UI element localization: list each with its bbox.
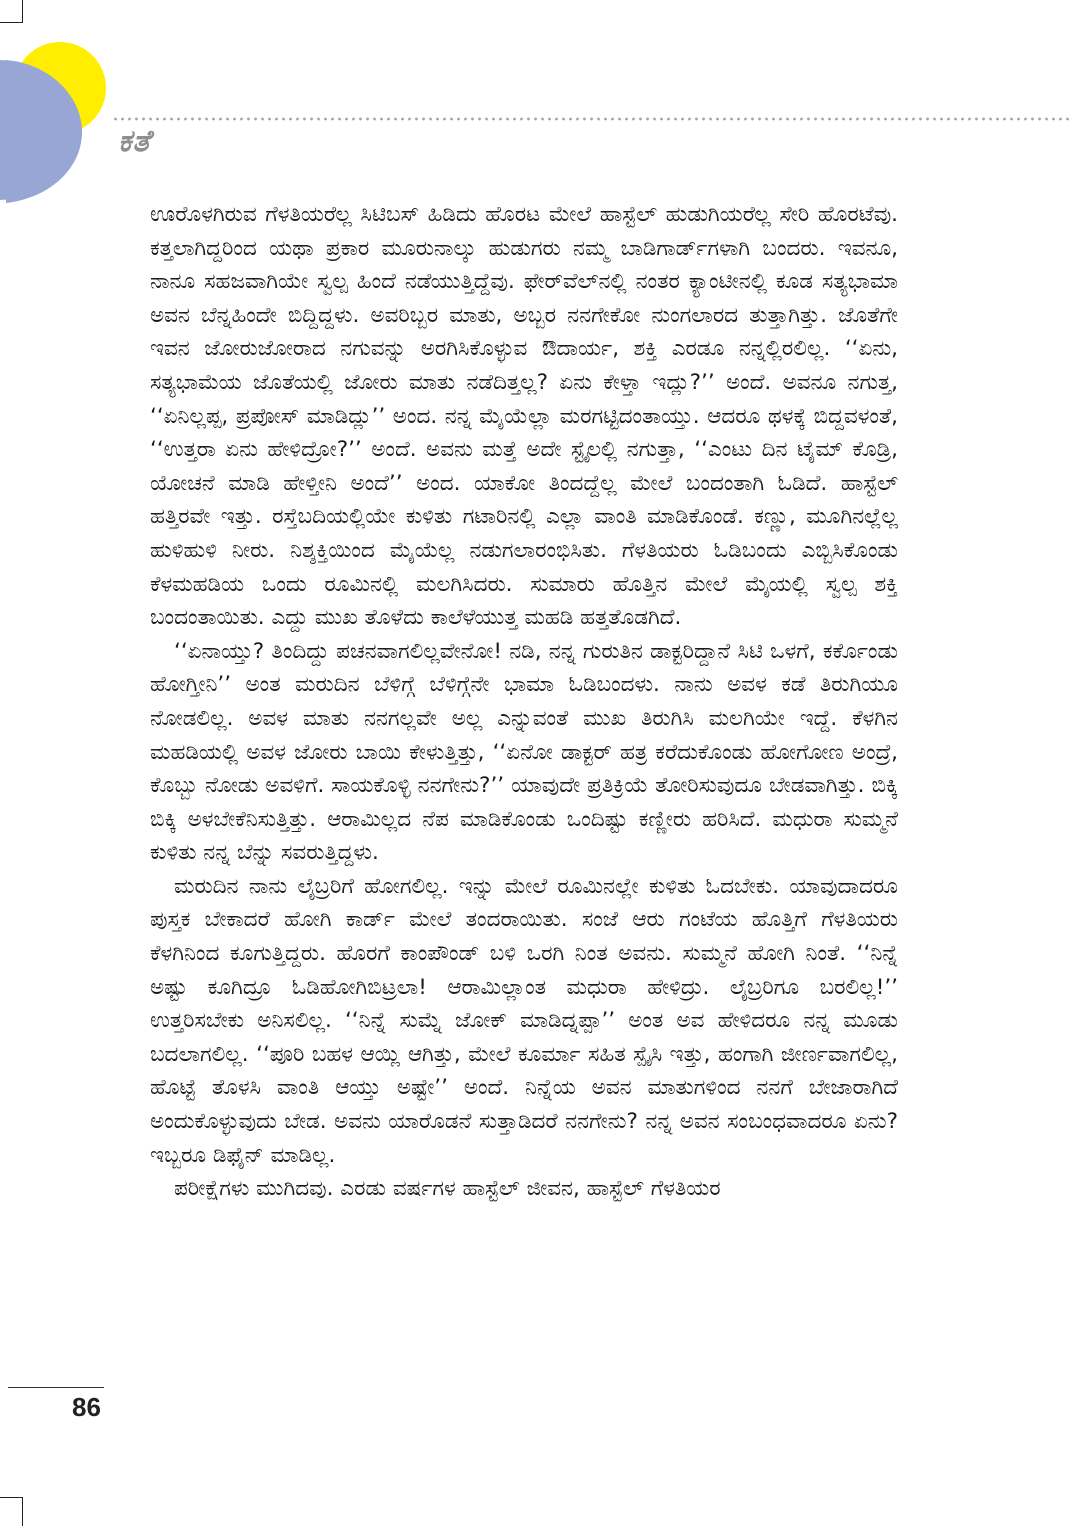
article-body [150, 198, 898, 1206]
crop-mark-bottom-left [0, 1497, 23, 1526]
paragraph-4: ಪರೀಕ್ಷೆಗಳು ಮುಗಿದವು. ಎರಡು ವರ್ಷಗಳ ಹಾಸ್ಟೆಲ್ ಜೀವನ, ಹಾಸ್ಟೆಲ್ ಗೆಳತಿಯರ [174, 1176, 721, 1202]
paragraph-2: ‘‘ಏನಾಯ್ತು? ತಿಂದಿದ್ದು ಪಚನವಾಗಲಿಲ್ಲವೇನೋ! ನಡಿ, ನನ್ನ ಗುರುತಿನ ಡಾಕ್ಟರಿದ್ದಾನೆ ಸಿಟಿ ಒಳಗೆ, ಕರ್ಕೊಂಡು ಹೋಗ್ತೀನಿ’’ ಅಂತ ಮರುದಿನ ಬೆಳಿಗ್ಗೆ ಬೆಳಿಗ್ಗೆನೇ ಭಾಮಾ ಓಡಿಬಂದಳು. ನಾನು ಅವಳ ಕಡೆ ತಿರುಗಿಯೂ ನೋಡಲಿಲ್ಲ. ಅವಳ ಮಾತು ನನಗಲ್ಲವೇ ಅಲ್ಲ ಎನ್ನುವಂತೆ ಮುಖ ತಿರುಗಿಸಿ ಮಲಗಿಯೇ ಇದ್ದೆ. ಕೆಳಗಿನ ಮಹಡಿಯಲ್ಲಿ ಅವಳ ಜೋರು ಬಾಯಿ ಕೇಳುತ್ತಿತ್ತು, ‘‘ಏನೋ ಡಾಕ್ಟರ್ ಹತ್ರ ಕರೆದುಕೊಂಡು ಹೋಗೋಣ ಅಂದ್ರೆ, ಕೊಬ್ಬು ನೋಡು ಅವಳಿಗೆ. ಸಾಯಕೊಳ್ಳಿ ನನಗೇನು?’’ ಯಾವುದೇ ಪ್ರತಿಕ್ರಿಯೆ ತೋರಿಸುವುದೂ ಬೇಡವಾಗಿತ್ತು. ಬಿಕ್ಕಿ ಬಿಕ್ಕಿ ಅಳಬೇಕೆನಿಸುತ್ತಿತ್ತು. ಆರಾಮಿಲ್ಲದ ನೆಪ ಮಾಡಿಕೊಂಡು ಒಂದಿಷ್ಟು ಕಣ್ಣೀರು ಹರಿಸಿದೆ. ಮಧುರಾ ಸುಮ್ಮನೆ ಕುಳಿತು ನನ್ನ ಬೆನ್ನು ಸವರುತ್ತಿದ್ದಳು. [150, 638, 898, 866]
section-label: ಕತೆ [118, 124, 151, 159]
paragraph-1: ಊರೊಳಗಿರುವ ಗೆಳತಿಯರೆಲ್ಲ ಸಿಟಿಬಸ್ ಹಿಡಿದು ಹೊರಟ ಮೇಲೆ ಹಾಸ್ಟೆಲ್ ಹುಡುಗಿಯರೆಲ್ಲ ಸೇರಿ ಹೊರಟೆವು. ಕತ್ತಲಾಗಿದ್ದರಿಂದ ಯಥಾ ಪ್ರಕಾರ ಮೂರುನಾಲ್ಕು ಹುಡುಗರು ನಮ್ಮ ಬಾಡಿಗಾರ್ಡ್‌ಗಳಾಗಿ ಬಂದರು. ಇವನೂ, ನಾನೂ ಸಹಜವಾಗಿಯೇ ಸ್ವಲ್ಪ ಹಿಂದೆ ನಡೆಯುತ್ತಿದ್ದೆವು. ಫೇರ್‌ವೆಲ್‌ನಲ್ಲಿ ನಂತರ ಕ್ಯಾಂಟೀನಲ್ಲಿ ಕೂಡ ಸತ್ಯಭಾಮಾ ಅವನ ಬೆನ್ನಹಿಂದೇ ಬಿದ್ದಿದ್ದಳು. ಅವರಿಬ್ಬರ ಮಾತು, ಅಬ್ಬರ ನನಗೇಕೋ ನುಂಗಲಾರದ ತುತ್ತಾಗಿತ್ತು. ಜೊತೆಗೇ ಇವನ ಜೋರುಜೋರಾದ ನಗುವನ್ನು ಅರಗಿಸಿಕೊಳ್ಳುವ ಔದಾರ್ಯ, ಶಕ್ತಿ ಎರಡೂ ನನ್ನಲ್ಲಿರಲಿಲ್ಲ. ‘‘ಏನು, ಸತ್ಯಭಾಮೆಯ ಜೊತೆಯಲ್ಲಿ ಜೋರು ಮಾತು ನಡೆದಿತ್ತಲ್ಲ? ಏನು ಕೇಳ್ತಾ ಇದ್ಲು?’’ ಅಂದೆ. ಅವನೂ ನಗುತ್ತ, ‘‘ಏನಿಲ್ಲಪ್ಪ, ಪ್ರಪೋಸ್ ಮಾಡಿದ್ಲು’’ ಅಂದ. ನನ್ನ ಮೈಯೆಲ್ಲಾ ಮರಗಟ್ಟಿದಂತಾಯ್ತು. ಆದರೂ ಥಳಕ್ಕೆ ಬಿದ್ದವಳಂತೆ, ‘‘ಉತ್ತರಾ ಏನು ಹೇಳಿದ್ರೋ?’’ ಅಂದೆ. ಅವನು ಮತ್ತೆ ಅದೇ ಸ್ಟೈಲಲ್ಲಿ ನಗುತ್ತಾ, ‘‘ಎಂಟು ದಿನ ಟೈಮ್ ಕೊಡ್ರಿ, ಯೋಚನೆ ಮಾಡಿ ಹೇಳ್ತೀನಿ ಅಂದೆ’’ ಅಂದ. ಯಾಕೋ ತಿಂದದ್ದೆಲ್ಲ ಮೇಲೆ ಬಂದಂತಾಗಿ ಓಡಿದೆ. ಹಾಸ್ಟೆಲ್ ಹತ್ತಿರವೇ ಇತ್ತು. ರಸ್ತೆಬದಿಯಲ್ಲಿಯೇ ಕುಳಿತು ಗಟಾರಿನಲ್ಲಿ ಎಲ್ಲಾ ವಾಂತಿ ಮಾಡಿಕೊಂಡೆ. ಕಣ್ಣು, ಮೂಗಿನಲ್ಲೆಲ್ಲ ಹುಳಿಹುಳಿ ನೀರು. ನಿಶ್ಶಕ್ತಿಯಿಂದ ಮೈಯೆಲ್ಲ ನಡುಗಲಾರಂಭಿಸಿತು. ಗೆಳತಿಯರು ಓಡಿಬಂದು ಎಬ್ಬಿಸಿಕೊಂಡು ಕೆಳಮಹಡಿಯ ಒಂದು ರೂಮಿನಲ್ಲಿ ಮಲಗಿಸಿದರು. ಸುಮಾರು ಹೊತ್ತಿನ ಮೇಲೆ ಮೈಯಲ್ಲಿ ಸ್ವಲ್ಪ ಶಕ್ತಿ ಬಂದಂತಾಯಿತು. ಎದ್ದು ಮುಖ ತೊಳೆದು ಕಾಲೆಳೆಯುತ್ತ ಮಹಡಿ ಹತ್ತತೊಡಗಿದೆ. [150, 202, 898, 631]
footer-rule [8, 1387, 104, 1388]
decorative-circles [0, 0, 120, 220]
page-number: 86 [72, 1392, 101, 1422]
paragraph-3: ಮರುದಿನ ನಾನು ಲೈಬ್ರರಿಗೆ ಹೋಗಲಿಲ್ಲ. ಇನ್ನು ಮೇಲೆ ರೂಮಿನಲ್ಲೇ ಕುಳಿತು ಓದಬೇಕು. ಯಾವುದಾದರೂ ಪುಸ್ತಕ ಬೇಕಾದರೆ ಹೋಗಿ ಕಾರ್ಡ್ ಮೇಲೆ ತಂದರಾಯಿತು. ಸಂಜೆ ಆರು ಗಂಟೆಯ ಹೊತ್ತಿಗೆ ಗೆಳತಿಯರು ಕೆಳಗಿನಿಂದ ಕೂಗುತ್ತಿದ್ದರು. ಹೊರಗೆ ಕಾಂಪೌಂಡ್ ಬಳಿ ಒರಗಿ ನಿಂತ ಅವನು. ಸುಮ್ಮನೆ ಹೋಗಿ ನಿಂತೆ. ‘‘ನಿನ್ನೆ ಅಷ್ಟು ಕೂಗಿದ್ರೂ ಓಡಿಹೋಗಿಬಿಟ್ರಲಾ! ಆರಾಮಿಲ್ಲಾಂತ ಮಧುರಾ ಹೇಳಿದ್ರು. ಲೈಬ್ರರಿಗೂ ಬರಲಿಲ್ಲ!’’ ಉತ್ತರಿಸಬೇಕು ಅನಿಸಲಿಲ್ಲ. ‘‘ನಿನ್ನೆ ಸುಮ್ನೆ ಜೋಕ್ ಮಾಡಿದ್ನಪ್ಪಾ’’ ಅಂತ ಅವ ಹೇಳಿದರೂ ನನ್ನ ಮೂಡು ಬದಲಾಗಲಿಲ್ಲ. ‘‘ಪೂರಿ ಬಹಳ ಆಯ್ಲಿ ಆಗಿತ್ತು, ಮೇಲೆ ಕೂರ್ಮಾ ಸಹಿತ ಸ್ಪೈಸಿ ಇತ್ತು, ಹಂಗಾಗಿ ಜೀರ್ಣವಾಗಲಿಲ್ಲ, ಹೊಟ್ಟೆ ತೊಳಸಿ ವಾಂತಿ ಆಯ್ತು ಅಷ್ಟೇ’’ ಅಂದೆ. ನಿನ್ನೆಯ ಅವನ ಮಾತುಗಳಿಂದ ನನಗೆ ಬೇಜಾರಾಗಿದೆ ಅಂದುಕೊಳ್ಳುವುದು ಬೇಡ. ಅವನು ಯಾರೊಡನೆ ಸುತ್ತಾಡಿದರೆ ನನಗೇನು? ನನ್ನ ಅವನ ಸಂಬಂಧವಾದರೂ ಏನು? ಇಬ್ಬರೂ ಡಿಫೈನ್ ಮಾಡಿಲ್ಲ. [150, 873, 898, 1168]
dotted-header-rule [112, 117, 1072, 121]
